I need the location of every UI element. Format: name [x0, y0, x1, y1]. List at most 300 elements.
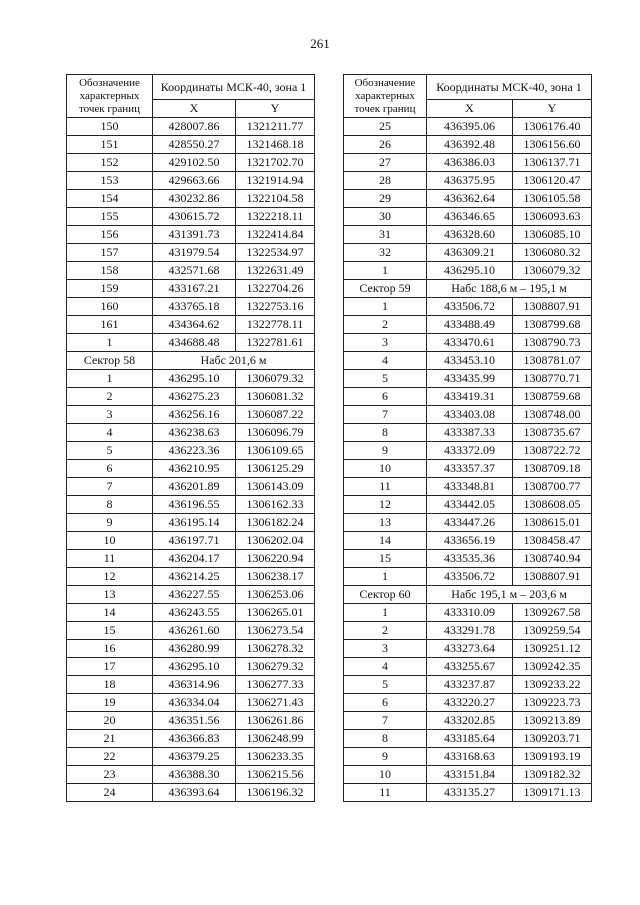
y-coordinate-cell: 1308709.18: [513, 460, 592, 478]
x-coordinate-cell: 433372.09: [427, 442, 513, 460]
y-coordinate-cell: 1306096.79: [236, 424, 315, 442]
y-coordinate-cell: 1308608.05: [513, 496, 592, 514]
point-number-cell: 160: [67, 298, 153, 316]
y-coordinate-cell: 1308790.73: [513, 334, 592, 352]
table-row: [344, 172, 592, 190]
y-coordinate-cell: 1306079.32: [513, 262, 592, 280]
table-row: [67, 640, 315, 658]
table-row: [67, 280, 315, 298]
designation-header: Обозначение характерных точек границ: [67, 75, 153, 118]
y-coordinate-cell: 1309259.54: [513, 622, 592, 640]
table-row: [67, 478, 315, 496]
coords-system-header: Координаты МСК-40, зона 1: [427, 75, 592, 100]
x-coordinate-cell: 428007.86: [153, 118, 236, 136]
table-row: [344, 478, 592, 496]
x-coordinate-cell: 433419.31: [427, 388, 513, 406]
y-coordinate-cell: 1306087.22: [236, 406, 315, 424]
y-coordinate-cell: 1308458.47: [513, 532, 592, 550]
point-number-cell: 159: [67, 280, 153, 298]
point-number-cell: 9: [344, 442, 427, 460]
x-coordinate-cell: 436295.10: [153, 370, 236, 388]
table-body: [67, 118, 315, 802]
table-row: [67, 190, 315, 208]
point-number-cell: 3: [344, 640, 427, 658]
table-row: [344, 604, 592, 622]
point-number-cell: 4: [67, 424, 153, 442]
x-coordinate-cell: 436392.48: [427, 136, 513, 154]
table-row: [344, 496, 592, 514]
table-row: [344, 316, 592, 334]
x-coordinate-cell: 436366.83: [153, 730, 236, 748]
table-row: [67, 658, 315, 676]
y-coordinate-cell: 1306238.17: [236, 568, 315, 586]
point-number-cell: 153: [67, 172, 153, 190]
point-number-cell: 29: [344, 190, 427, 208]
table-row: [344, 712, 592, 730]
x-coordinate-cell: 433357.37: [427, 460, 513, 478]
table-row: [67, 568, 315, 586]
y-coordinate-cell: 1322704.26: [236, 280, 315, 298]
x-coordinate-cell: 436351.56: [153, 712, 236, 730]
table-row: [67, 316, 315, 334]
table-row: [344, 244, 592, 262]
table-row: [67, 496, 315, 514]
x-column-header: X: [427, 100, 513, 118]
x-coordinate-cell: 433273.64: [427, 640, 513, 658]
table-row: [344, 226, 592, 244]
point-number-cell: 1: [344, 262, 427, 280]
x-coordinate-cell: 436196.55: [153, 496, 236, 514]
point-number-cell: 15: [344, 550, 427, 568]
x-coordinate-cell: 433435.99: [427, 370, 513, 388]
point-number-cell: 21: [67, 730, 153, 748]
table-row: [344, 460, 592, 478]
point-number-cell: 2: [67, 388, 153, 406]
point-number-cell: 13: [344, 514, 427, 532]
point-number-cell: 2: [344, 316, 427, 334]
table-row: [67, 388, 315, 406]
y-coordinate-cell: 1306233.35: [236, 748, 315, 766]
table-body: [344, 118, 592, 802]
table-row: [344, 262, 592, 280]
x-coordinate-cell: 433453.10: [427, 352, 513, 370]
sector-height-cell: Набс 188,6 м – 195,1 м: [427, 280, 592, 298]
point-number-cell: 31: [344, 226, 427, 244]
sector-row: [344, 280, 592, 298]
y-coordinate-cell: 1306202.04: [236, 532, 315, 550]
x-coordinate-cell: 433237.87: [427, 676, 513, 694]
x-coordinate-cell: 430615.72: [153, 208, 236, 226]
y-coordinate-cell: 1306109.65: [236, 442, 315, 460]
y-coordinate-cell: 1306279.32: [236, 658, 315, 676]
point-number-cell: 161: [67, 316, 153, 334]
y-coordinate-cell: 1309171.13: [513, 784, 592, 802]
x-coordinate-cell: 436275.23: [153, 388, 236, 406]
table-row: [67, 370, 315, 388]
table-row: [344, 370, 592, 388]
table-row: [67, 730, 315, 748]
table-row: [67, 712, 315, 730]
x-coordinate-cell: 429102.50: [153, 154, 236, 172]
table-row: [344, 658, 592, 676]
table-row: [344, 208, 592, 226]
y-coordinate-cell: 1306248.99: [236, 730, 315, 748]
x-coordinate-cell: 433403.08: [427, 406, 513, 424]
point-number-cell: 152: [67, 154, 153, 172]
y-coordinate-cell: 1306156.60: [513, 136, 592, 154]
point-number-cell: 26: [344, 136, 427, 154]
point-number-cell: 12: [67, 568, 153, 586]
point-number-cell: 150: [67, 118, 153, 136]
y-coordinate-cell: 1322778.11: [236, 316, 315, 334]
y-coordinate-cell: 1309213.89: [513, 712, 592, 730]
point-number-cell: 5: [344, 676, 427, 694]
y-coordinate-cell: 1306081.32: [236, 388, 315, 406]
designation-header: Обозначение характерных точек границ: [344, 75, 427, 118]
point-number-cell: 28: [344, 172, 427, 190]
point-number-cell: 5: [67, 442, 153, 460]
y-coordinate-cell: 1306085.10: [513, 226, 592, 244]
y-column-header: Y: [236, 100, 315, 118]
y-coordinate-cell: 1306196.32: [236, 784, 315, 802]
table-row: [67, 748, 315, 766]
table-row: [344, 424, 592, 442]
x-coordinate-cell: 432571.68: [153, 262, 236, 280]
point-number-cell: 19: [67, 694, 153, 712]
table-row: [344, 514, 592, 532]
point-number-cell: 4: [344, 352, 427, 370]
sector-height-cell: Набс 195,1 м – 203,6 м: [427, 586, 592, 604]
x-coordinate-cell: 436238.63: [153, 424, 236, 442]
y-coordinate-cell: 1306143.09: [236, 478, 315, 496]
point-number-cell: 9: [67, 514, 153, 532]
x-coordinate-cell: 429663.66: [153, 172, 236, 190]
table-row: [67, 424, 315, 442]
x-coordinate-cell: 436195.14: [153, 514, 236, 532]
table-row: [344, 694, 592, 712]
point-number-cell: 18: [67, 676, 153, 694]
point-number-cell: 3: [67, 406, 153, 424]
y-coordinate-cell: 1306215.56: [236, 766, 315, 784]
table-row: [344, 406, 592, 424]
table-row: [67, 226, 315, 244]
table-row: [344, 640, 592, 658]
y-coordinate-cell: 1308781.07: [513, 352, 592, 370]
y-coordinate-cell: 1308722.72: [513, 442, 592, 460]
y-coordinate-cell: 1308759.68: [513, 388, 592, 406]
x-coordinate-cell: 433488.49: [427, 316, 513, 334]
table-row: [67, 460, 315, 478]
x-coordinate-cell: 436243.55: [153, 604, 236, 622]
x-coordinate-cell: 433168.63: [427, 748, 513, 766]
y-coordinate-cell: 1306265.01: [236, 604, 315, 622]
y-coordinate-cell: 1308807.91: [513, 568, 592, 586]
point-number-cell: 27: [344, 154, 427, 172]
table-row: [344, 550, 592, 568]
x-coordinate-cell: 433291.78: [427, 622, 513, 640]
table-row: [344, 190, 592, 208]
y-coordinate-cell: 1308735.67: [513, 424, 592, 442]
table-row: [344, 334, 592, 352]
x-coordinate-cell: 436256.16: [153, 406, 236, 424]
point-number-cell: 1: [344, 568, 427, 586]
x-coordinate-cell: 436346.65: [427, 208, 513, 226]
table-row: [67, 262, 315, 280]
y-coordinate-cell: 1321211.77: [236, 118, 315, 136]
table-row: [344, 568, 592, 586]
x-coordinate-cell: 433447.26: [427, 514, 513, 532]
y-coordinate-cell: 1306278.32: [236, 640, 315, 658]
y-coordinate-cell: 1309193.19: [513, 748, 592, 766]
coordinates-table-right: [343, 74, 592, 802]
y-coordinate-cell: 1309203.71: [513, 730, 592, 748]
point-number-cell: 32: [344, 244, 427, 262]
x-coordinate-cell: 436197.71: [153, 532, 236, 550]
y-coordinate-cell: 1321468.18: [236, 136, 315, 154]
sector-name-cell: Сектор 58: [67, 352, 153, 370]
point-number-cell: 10: [344, 766, 427, 784]
y-coordinate-cell: 1306261.86: [236, 712, 315, 730]
table-row: [344, 748, 592, 766]
y-coordinate-cell: 1309182.32: [513, 766, 592, 784]
x-coordinate-cell: 436379.25: [153, 748, 236, 766]
x-coordinate-cell: 433348.81: [427, 478, 513, 496]
x-coordinate-cell: 436295.10: [153, 658, 236, 676]
table-row: [344, 136, 592, 154]
x-coordinate-cell: 430232.86: [153, 190, 236, 208]
x-coordinate-cell: 436210.95: [153, 460, 236, 478]
table-row: [344, 784, 592, 802]
table-row: [344, 532, 592, 550]
y-coordinate-cell: 1322631.49: [236, 262, 315, 280]
x-coordinate-cell: 436393.64: [153, 784, 236, 802]
y-coordinate-cell: 1306253.06: [236, 586, 315, 604]
y-coordinate-cell: 1306079.32: [236, 370, 315, 388]
point-number-cell: 13: [67, 586, 153, 604]
table-row: [67, 766, 315, 784]
point-number-cell: 20: [67, 712, 153, 730]
y-coordinate-cell: 1321914.94: [236, 172, 315, 190]
point-number-cell: 6: [67, 460, 153, 478]
y-coordinate-cell: 1308740.94: [513, 550, 592, 568]
point-number-cell: 157: [67, 244, 153, 262]
table-row: [344, 118, 592, 136]
table-row: [344, 730, 592, 748]
point-number-cell: 16: [67, 640, 153, 658]
table-row: [67, 550, 315, 568]
x-coordinate-cell: 433656.19: [427, 532, 513, 550]
y-coordinate-cell: 1322104.58: [236, 190, 315, 208]
y-coordinate-cell: 1309223.73: [513, 694, 592, 712]
x-coordinate-cell: 434688.48: [153, 334, 236, 352]
table-row: [67, 784, 315, 802]
x-coordinate-cell: 433220.27: [427, 694, 513, 712]
y-coordinate-cell: 1306182.24: [236, 514, 315, 532]
table-row: [344, 442, 592, 460]
table-row: [67, 298, 315, 316]
sector-row: [344, 586, 592, 604]
x-coordinate-cell: 436395.06: [427, 118, 513, 136]
x-coordinate-cell: 431391.73: [153, 226, 236, 244]
y-coordinate-cell: 1321702.70: [236, 154, 315, 172]
y-coordinate-cell: 1322414.84: [236, 226, 315, 244]
x-coordinate-cell: 433255.67: [427, 658, 513, 676]
y-coordinate-cell: 1322218.11: [236, 208, 315, 226]
table-row: [67, 622, 315, 640]
sector-name-cell: Сектор 60: [344, 586, 427, 604]
point-number-cell: 8: [67, 496, 153, 514]
y-coordinate-cell: 1308807.91: [513, 298, 592, 316]
x-coordinate-cell: 436362.64: [427, 190, 513, 208]
x-coordinate-cell: 436227.55: [153, 586, 236, 604]
point-number-cell: 1: [67, 334, 153, 352]
x-coordinate-cell: 436223.36: [153, 442, 236, 460]
x-column-header: X: [153, 100, 236, 118]
table-row: [67, 532, 315, 550]
x-coordinate-cell: 436280.99: [153, 640, 236, 658]
point-number-cell: 151: [67, 136, 153, 154]
x-coordinate-cell: 436334.04: [153, 694, 236, 712]
point-number-cell: 11: [344, 784, 427, 802]
table-row: [344, 622, 592, 640]
x-coordinate-cell: 436214.25: [153, 568, 236, 586]
x-coordinate-cell: 436201.89: [153, 478, 236, 496]
x-coordinate-cell: 433151.84: [427, 766, 513, 784]
table-row: [67, 244, 315, 262]
y-coordinate-cell: 1306271.43: [236, 694, 315, 712]
x-coordinate-cell: 436309.21: [427, 244, 513, 262]
y-coordinate-cell: 1309233.22: [513, 676, 592, 694]
table-row: [67, 586, 315, 604]
table-row: [67, 154, 315, 172]
y-coordinate-cell: 1309242.35: [513, 658, 592, 676]
point-number-cell: 5: [344, 370, 427, 388]
point-number-cell: 9: [344, 748, 427, 766]
point-number-cell: 6: [344, 388, 427, 406]
x-coordinate-cell: 433202.85: [427, 712, 513, 730]
point-number-cell: 8: [344, 424, 427, 442]
y-coordinate-cell: 1322753.16: [236, 298, 315, 316]
point-number-cell: 7: [344, 712, 427, 730]
table-row: [344, 766, 592, 784]
x-coordinate-cell: 436295.10: [427, 262, 513, 280]
table-row: [67, 604, 315, 622]
x-coordinate-cell: 431979.54: [153, 244, 236, 262]
point-number-cell: 154: [67, 190, 153, 208]
y-coordinate-cell: 1306220.94: [236, 550, 315, 568]
point-number-cell: 10: [67, 532, 153, 550]
point-number-cell: 7: [67, 478, 153, 496]
point-number-cell: 8: [344, 730, 427, 748]
point-number-cell: 1: [67, 370, 153, 388]
y-coordinate-cell: 1309267.58: [513, 604, 592, 622]
x-coordinate-cell: 436386.03: [427, 154, 513, 172]
table-row: [344, 154, 592, 172]
x-coordinate-cell: 436204.17: [153, 550, 236, 568]
x-coordinate-cell: 436375.95: [427, 172, 513, 190]
x-coordinate-cell: 433185.64: [427, 730, 513, 748]
x-coordinate-cell: 433310.09: [427, 604, 513, 622]
sector-row: [67, 352, 315, 370]
y-coordinate-cell: 1309251.12: [513, 640, 592, 658]
y-coordinate-cell: 1306137.71: [513, 154, 592, 172]
point-number-cell: 4: [344, 658, 427, 676]
y-coordinate-cell: 1322781.61: [236, 334, 315, 352]
table-row: [67, 118, 315, 136]
x-coordinate-cell: 433135.27: [427, 784, 513, 802]
x-coordinate-cell: 436388.30: [153, 766, 236, 784]
table-row: [67, 172, 315, 190]
point-number-cell: 155: [67, 208, 153, 226]
x-coordinate-cell: 433535.36: [427, 550, 513, 568]
point-number-cell: 14: [344, 532, 427, 550]
sector-name-cell: Сектор 59: [344, 280, 427, 298]
x-coordinate-cell: 433470.61: [427, 334, 513, 352]
point-number-cell: 2: [344, 622, 427, 640]
y-coordinate-cell: 1306120.47: [513, 172, 592, 190]
point-number-cell: 1: [344, 298, 427, 316]
point-number-cell: 6: [344, 694, 427, 712]
point-number-cell: 23: [67, 766, 153, 784]
table-row: [67, 136, 315, 154]
y-coordinate-cell: 1322534.97: [236, 244, 315, 262]
table-row: [344, 352, 592, 370]
point-number-cell: 7: [344, 406, 427, 424]
y-coordinate-cell: 1308770.71: [513, 370, 592, 388]
point-number-cell: 3: [344, 334, 427, 352]
table-row: [67, 208, 315, 226]
point-number-cell: 11: [344, 478, 427, 496]
point-number-cell: 24: [67, 784, 153, 802]
table-row: [67, 406, 315, 424]
point-number-cell: 12: [344, 496, 427, 514]
y-coordinate-cell: 1306093.63: [513, 208, 592, 226]
point-number-cell: 158: [67, 262, 153, 280]
y-coordinate-cell: 1306162.33: [236, 496, 315, 514]
x-coordinate-cell: 433387.33: [427, 424, 513, 442]
point-number-cell: 22: [67, 748, 153, 766]
coordinates-table-left: [66, 74, 315, 802]
x-coordinate-cell: 436314.96: [153, 676, 236, 694]
x-coordinate-cell: 436328.60: [427, 226, 513, 244]
y-coordinate-cell: 1308799.68: [513, 316, 592, 334]
sector-height-cell: Набс 201,6 м: [153, 352, 315, 370]
y-column-header: Y: [513, 100, 592, 118]
coords-system-header: Координаты МСК-40, зона 1: [153, 75, 315, 100]
point-number-cell: 30: [344, 208, 427, 226]
x-coordinate-cell: 433506.72: [427, 568, 513, 586]
y-coordinate-cell: 1306176.40: [513, 118, 592, 136]
x-coordinate-cell: 436261.60: [153, 622, 236, 640]
point-number-cell: 10: [344, 460, 427, 478]
x-coordinate-cell: 428550.27: [153, 136, 236, 154]
table-row: [67, 442, 315, 460]
page-number: 261: [310, 36, 330, 51]
x-coordinate-cell: 433442.05: [427, 496, 513, 514]
y-coordinate-cell: 1308615.01: [513, 514, 592, 532]
table-row: [344, 676, 592, 694]
point-number-cell: 11: [67, 550, 153, 568]
point-number-cell: 156: [67, 226, 153, 244]
table-row: [67, 694, 315, 712]
point-number-cell: 1: [344, 604, 427, 622]
y-coordinate-cell: 1306125.29: [236, 460, 315, 478]
table-row: [67, 334, 315, 352]
point-number-cell: 17: [67, 658, 153, 676]
y-coordinate-cell: 1308748.00: [513, 406, 592, 424]
x-coordinate-cell: 434364.62: [153, 316, 236, 334]
y-coordinate-cell: 1306277.33: [236, 676, 315, 694]
